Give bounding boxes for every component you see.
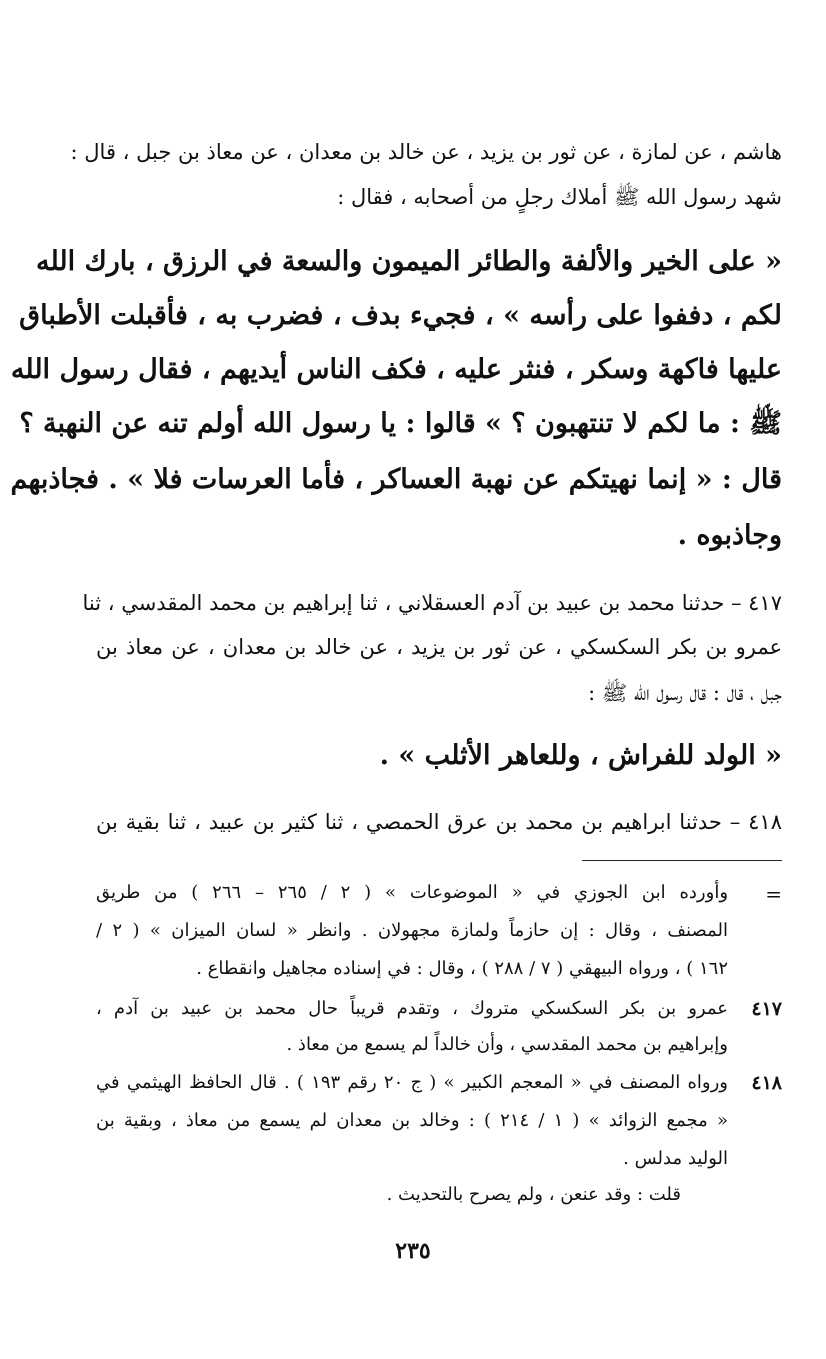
footnote-line: المصنف ، وقال : إن حازماً ولمازة مجهولان . وانظر « لسان الميزان » ( ٢ /: [96, 920, 728, 941]
hadith-417-isnad-line: جبل ، قال : قال رسول الله ﷺ :: [588, 681, 782, 705]
footnote-line: عمرو بن بكر السكسكي متروك ، وتقدم قريباً حال محمد بن عبيد بن آدم ،: [96, 998, 728, 1019]
footnote-continuation-marker: =: [765, 882, 782, 906]
prophetic-text-line: « على الخير والألفة والطائر الميمون والسعة في الرزق ، بارك الله: [35, 246, 782, 277]
prophetic-text-line: قال : « إنما نهيتكم عن نهبة العساكر ، فأما العرسات فلا » . فجاذبهم: [10, 464, 782, 495]
footnote-separator: [582, 860, 782, 861]
prophetic-text-line: لكم ، دففوا على رأسه » ، فجيء بدف ، فضرب به ، فأقبلت الأطباق: [19, 300, 782, 331]
footnote-line: « مجمع الزوائد » ( ١ / ٢١٤ ) : وخالد بن معدان لم يسمع من معاذ ، وبقية بن: [96, 1110, 728, 1131]
footnote-line: وأورده ابن الجوزي في « الموضوعات » ( ٢ / ٢٦٥ – ٢٦٦ ) من طريق: [96, 882, 729, 903]
hadith-417-matn: « الولد للفراش ، وللعاهر الأثلب » .: [379, 740, 782, 771]
text-line: هاشم ، عن لمازة ، عن ثور بن يزيد ، عن خالد بن معدان ، عن معاذ بن جبل ، قال :: [70, 140, 782, 164]
footnote-line: ورواه المصنف في « المعجم الكبير » ( ج ٢٠ رقم ١٩٣ ) . قال الحافظ الهيثمي في: [96, 1072, 728, 1093]
hadith-418-isnad-line: ٤١٨ – حدثنا ابراهيم بن محمد بن عرق الحمصي ، ثنا كثير بن عبيد ، ثنا بقية بن: [96, 810, 782, 834]
hadith-417-isnad-line: ٤١٧ – حدثنا محمد بن عبيد بن آدم العسقلاني ، ثنا إبراهيم بن محمد المقدسي ، ثنا: [82, 591, 782, 615]
footnote-number: ٤١٧: [751, 998, 782, 1020]
footnote-line: الوليد مدلس .: [623, 1148, 728, 1169]
footnote-number: ٤١٨: [751, 1072, 782, 1094]
page-number: ٢٣٥: [395, 1238, 431, 1264]
text-line: عليها فاكهة وسكر ، فنثر عليه ، فكف الناس أيديهم ، فقال رسول الله: [10, 354, 782, 385]
footnote-line: قلت : وقد عنعن ، ولم يصرح بالتحديث .: [386, 1184, 681, 1205]
text-line: شهد رسول الله ﷺ أملاك رجلٍ من أصحابه ، فقال :: [337, 185, 782, 209]
prophetic-text-line: ﷺ : ما لكم لا تنتهبون ؟ » قالوا : يا رسول الله أولم تنه عن النهبة ؟: [19, 408, 782, 439]
hadith-417-isnad-line: عمرو بن بكر السكسكي ، عن ثور بن يزيد ، عن خالد بن معدان ، عن معاذ بن: [96, 635, 782, 659]
footnote-line: ١٦٢ ) ، ورواه البيهقي ( ٧ / ٢٨٨ ) ، وقال : في إسناده مجاهيل وانقطاع .: [196, 958, 728, 979]
text-line: وجاذبوه .: [677, 520, 782, 551]
footnote-line: وإبراهيم بن محمد المقدسي ، وأن خالداً لم يسمع من معاذ .: [286, 1034, 728, 1055]
